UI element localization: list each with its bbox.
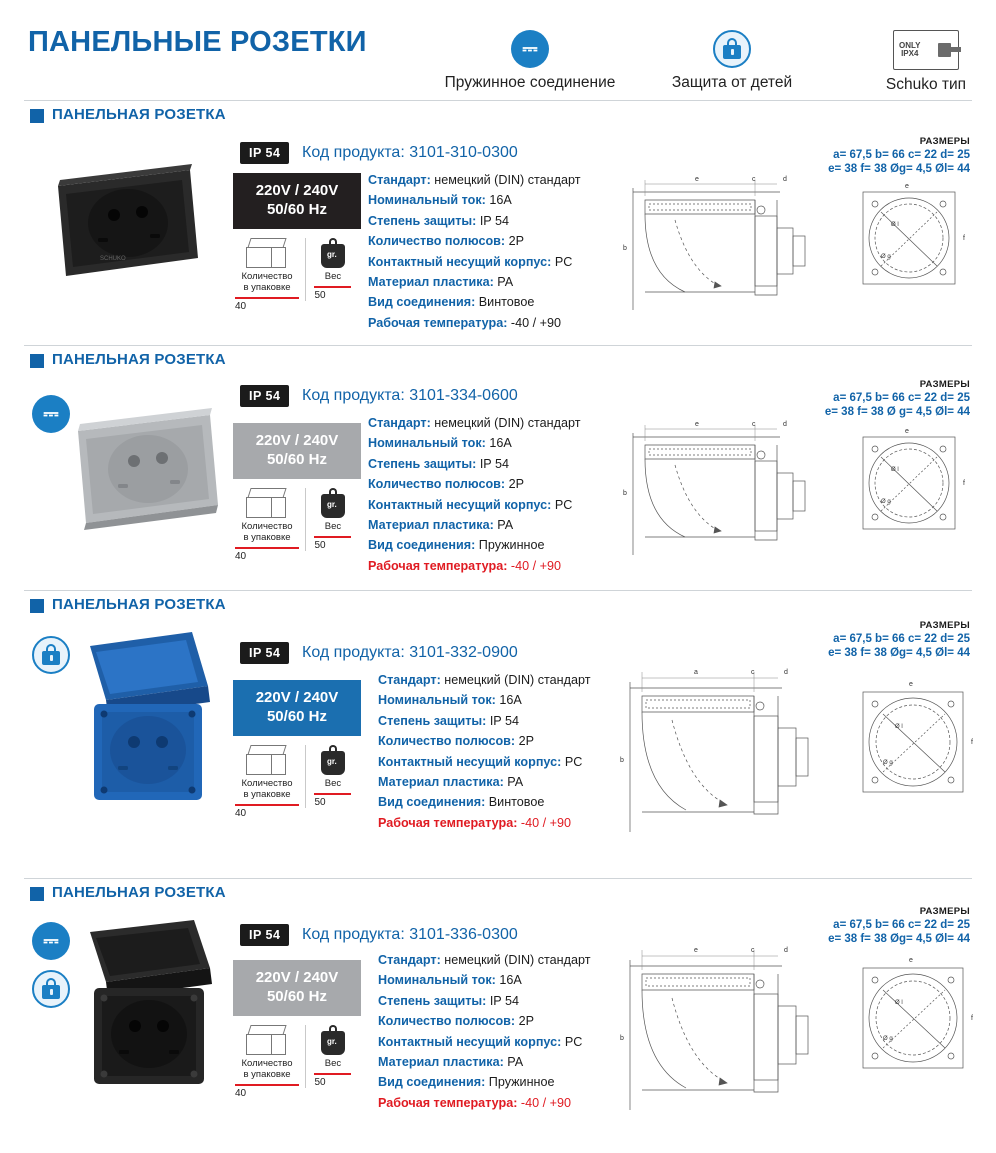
section-header bbox=[0, 345, 996, 375]
technical-drawing-front bbox=[845, 178, 980, 298]
child-protection-lock-icon bbox=[32, 636, 70, 674]
spec-standard: Стандарт: немецкий (DIN) стандарт bbox=[368, 416, 581, 430]
product-code bbox=[302, 644, 518, 662]
dimensions-line-2: e= 38 f= 38 Øg= 4,5 Øl= 44 bbox=[828, 163, 970, 175]
product-block bbox=[0, 345, 996, 590]
section-marker bbox=[30, 599, 44, 613]
svg-text:d: d bbox=[783, 176, 787, 183]
spec-temperature: Рабочая температура: -40 / +90 bbox=[378, 1095, 571, 1110]
spring-connection-icon: ⎓ bbox=[32, 395, 70, 433]
product-code-label: Код продукта: bbox=[302, 644, 405, 661]
packaging-info bbox=[233, 745, 361, 819]
divider bbox=[24, 100, 972, 101]
svg-text:b: b bbox=[620, 1035, 624, 1042]
svg-text:c: c bbox=[751, 669, 755, 676]
spec-protection: Степень защиты: IP 54 bbox=[378, 993, 519, 1008]
voltage-line1: 220V / 240V bbox=[255, 689, 339, 707]
section-marker bbox=[30, 109, 44, 123]
ip-rating-badge: IP 54 bbox=[240, 142, 289, 164]
weight-value: 50 bbox=[314, 1076, 326, 1088]
voltage-badge bbox=[233, 960, 361, 1016]
pack-quantity bbox=[233, 1025, 301, 1099]
product-body bbox=[0, 130, 996, 345]
pack-quantity bbox=[233, 488, 301, 562]
dimensions-title: РАЗМЕРЫ bbox=[919, 136, 970, 147]
product-code bbox=[302, 387, 518, 405]
svg-text:Ø g: Ø g bbox=[881, 499, 891, 505]
product-body bbox=[0, 908, 996, 1153]
section-title: ПАНЕЛЬНАЯ РОЗЕТКА bbox=[52, 106, 226, 123]
product-code-label: Код продукта: bbox=[302, 387, 405, 404]
weight-icon bbox=[320, 488, 346, 520]
weight-label: Вес bbox=[324, 778, 342, 789]
product-code-value: 3101-336-0300 bbox=[409, 926, 518, 943]
pack-weight bbox=[305, 1025, 353, 1088]
svg-text:d: d bbox=[784, 669, 788, 676]
svg-text:d: d bbox=[783, 421, 787, 428]
svg-text:b: b bbox=[623, 245, 627, 252]
section-header bbox=[0, 878, 996, 908]
pack-qty-value: 40 bbox=[235, 807, 247, 819]
pack-qty-label-2: в упаковке bbox=[243, 281, 291, 293]
weight-value: 50 bbox=[314, 539, 326, 551]
pack-qty-label-2: в упаковке bbox=[243, 531, 291, 543]
spec-poles: Количество полюсов: 2P bbox=[378, 734, 535, 749]
spec-standard: Стандарт: немецкий (DIN) стандарт bbox=[378, 673, 591, 687]
svg-text:e: e bbox=[694, 947, 698, 954]
technical-drawing-side bbox=[612, 662, 822, 842]
svg-text:e: e bbox=[905, 183, 909, 190]
box-icon bbox=[245, 745, 289, 777]
svg-text:Ø l: Ø l bbox=[891, 467, 899, 473]
svg-text:Ø g: Ø g bbox=[883, 1036, 893, 1042]
schuko-plug-icon bbox=[893, 30, 959, 70]
schuko-icon-text-only: ONLY bbox=[899, 40, 921, 50]
spec-plastic: Материал пластика: PA bbox=[378, 1054, 524, 1069]
weight-icon bbox=[320, 745, 346, 777]
spec-temperature: Рабочая температура: -40 / +90 bbox=[368, 558, 561, 573]
weight-icon bbox=[320, 238, 346, 270]
pack-qty-label-1: Количество bbox=[241, 1058, 293, 1069]
spec-connection: Вид соединения: Пружинное bbox=[368, 538, 545, 553]
packaging-info bbox=[233, 1025, 361, 1099]
child-protection-lock-icon bbox=[713, 30, 751, 68]
product-code-value: 3101-310-0300 bbox=[409, 144, 518, 161]
pack-weight bbox=[305, 238, 353, 301]
spec-connection: Вид соединения: Пружинное bbox=[378, 1075, 555, 1090]
spec-plastic: Материал пластика: PA bbox=[368, 274, 514, 289]
svg-text:c: c bbox=[752, 421, 756, 428]
spec-list bbox=[368, 170, 580, 333]
spec-plastic: Материал пластика: PA bbox=[378, 774, 524, 789]
voltage-badge bbox=[233, 423, 361, 479]
divider bbox=[24, 590, 972, 591]
page-title: ПАНЕЛЬНЫЕ РОЗЕТКИ bbox=[28, 26, 367, 58]
weight-value: 50 bbox=[314, 796, 326, 808]
pack-qty-value: 40 bbox=[235, 1087, 247, 1099]
dimensions-line-2: e= 38 f= 38 Øg= 4,5 Øl= 44 bbox=[828, 647, 970, 659]
pack-quantity bbox=[233, 745, 301, 819]
technical-drawing-side bbox=[615, 415, 820, 565]
divider bbox=[24, 878, 972, 879]
voltage-badge bbox=[233, 680, 361, 736]
pack-qty-label-2: в упаковке bbox=[243, 1068, 291, 1080]
spec-connection: Вид соединения: Винтовое bbox=[378, 795, 545, 810]
dimensions-line-2: e= 38 f= 38 Ø g= 4,5 Øl= 44 bbox=[824, 406, 970, 418]
spec-current: Номинальный ток: 16А bbox=[378, 973, 522, 988]
technical-drawing-side bbox=[615, 170, 820, 320]
dimensions-line-1: a= 67,5 b= 66 c= 22 d= 25 bbox=[833, 149, 970, 161]
dimensions-line-2: e= 38 f= 38 Øg= 4,5 Øl= 44 bbox=[828, 933, 970, 945]
spec-protection: Степень защиты: IP 54 bbox=[368, 456, 509, 471]
spec-plastic: Материал пластика: PA bbox=[368, 517, 514, 532]
dimensions-block bbox=[740, 379, 970, 418]
section-title: ПАНЕЛЬНАЯ РОЗЕТКА bbox=[52, 596, 226, 613]
dimensions-line-1: a= 67,5 b= 66 c= 22 d= 25 bbox=[833, 392, 970, 404]
header-feature-child-protection bbox=[652, 30, 812, 92]
svg-text:e: e bbox=[695, 421, 699, 428]
product-photo bbox=[62, 393, 232, 538]
product-block bbox=[0, 100, 996, 345]
box-icon bbox=[245, 238, 289, 270]
voltage-line1: 220V / 240V bbox=[255, 182, 339, 200]
weight-label: Вес bbox=[324, 521, 342, 532]
svg-text:f: f bbox=[963, 235, 965, 242]
svg-text:e: e bbox=[909, 681, 913, 688]
section-header bbox=[0, 590, 996, 620]
product-code-label: Код продукта: bbox=[302, 926, 405, 943]
spec-list bbox=[378, 670, 590, 833]
product-code-label: Код продукта: bbox=[302, 144, 405, 161]
spring-connection-icon: ⎓ bbox=[511, 30, 549, 68]
product-body bbox=[0, 620, 996, 878]
spec-current: Номинальный ток: 16А bbox=[378, 693, 522, 708]
spec-current: Номинальный ток: 16А bbox=[368, 436, 512, 451]
svg-text:a: a bbox=[694, 669, 698, 676]
spec-connection: Вид соединения: Винтовое bbox=[368, 295, 535, 310]
ip-rating-badge: IP 54 bbox=[240, 385, 289, 407]
pack-qty-value: 40 bbox=[235, 300, 247, 312]
pack-qty-label-1: Количество bbox=[241, 271, 293, 282]
divider bbox=[24, 345, 972, 346]
voltage-line1: 220V / 240V bbox=[255, 432, 339, 450]
svg-text:SCHUKO: SCHUKO bbox=[100, 256, 126, 262]
spec-poles: Количество полюсов: 2P bbox=[378, 1014, 535, 1029]
spec-housing: Контактный несущий корпус: PC bbox=[368, 497, 573, 512]
dimensions-title: РАЗМЕРЫ bbox=[919, 379, 970, 390]
dimensions-line-1: a= 67,5 b= 66 c= 22 d= 25 bbox=[833, 633, 970, 645]
section-title: ПАНЕЛЬНАЯ РОЗЕТКА bbox=[52, 351, 226, 368]
product-body bbox=[0, 375, 996, 590]
voltage-badge bbox=[233, 173, 361, 229]
spec-housing: Контактный несущий корпус: PC bbox=[368, 254, 573, 269]
pack-qty-label-1: Количество bbox=[241, 778, 293, 789]
technical-drawing-side bbox=[612, 940, 822, 1120]
pack-qty-label-2: в упаковке bbox=[243, 788, 291, 800]
spec-current: Номинальный ток: 16А bbox=[368, 193, 512, 208]
svg-text:f: f bbox=[971, 1015, 973, 1022]
product-block bbox=[0, 590, 996, 878]
voltage-line2: 50/60 Hz bbox=[266, 201, 328, 218]
spring-connection-icon: ⎓ bbox=[32, 922, 70, 960]
dimensions-block bbox=[740, 620, 970, 659]
header-feature-label: Защита от детей bbox=[671, 74, 793, 91]
ip-rating-badge: IP 54 bbox=[240, 642, 289, 664]
product-photo bbox=[40, 152, 210, 292]
svg-text:Ø g: Ø g bbox=[883, 760, 893, 766]
spec-temperature: Рабочая температура: -40 / +90 bbox=[378, 815, 571, 830]
spec-poles: Количество полюсов: 2P bbox=[368, 234, 525, 249]
svg-text:f: f bbox=[971, 739, 973, 746]
technical-drawing-front bbox=[845, 952, 985, 1092]
weight-label: Вес bbox=[324, 1058, 342, 1069]
pack-weight bbox=[305, 488, 353, 551]
dimensions-line-1: a= 67,5 b= 66 c= 22 d= 25 bbox=[833, 919, 970, 931]
pack-qty-label-1: Количество bbox=[241, 521, 293, 532]
product-photo bbox=[72, 914, 232, 1094]
product-code-value: 3101-334-0600 bbox=[409, 387, 518, 404]
spec-standard: Стандарт: немецкий (DIN) стандарт bbox=[368, 173, 581, 187]
header-feature-label: Пружинное соединение bbox=[444, 74, 616, 91]
svg-text:f: f bbox=[963, 480, 965, 487]
svg-text:e: e bbox=[909, 957, 913, 964]
voltage-line2: 50/60 Hz bbox=[266, 451, 328, 468]
svg-text:c: c bbox=[751, 947, 755, 954]
header-feature-schuko bbox=[846, 30, 996, 94]
header-feature-label: Schuko тип bbox=[885, 76, 967, 93]
weight-label: Вес bbox=[324, 271, 342, 282]
pack-weight bbox=[305, 745, 353, 808]
dimensions-title: РАЗМЕРЫ bbox=[919, 620, 970, 631]
section-marker bbox=[30, 887, 44, 901]
spec-list bbox=[378, 950, 590, 1113]
section-header bbox=[0, 100, 996, 130]
spec-housing: Контактный несущий корпус: PC bbox=[378, 754, 583, 769]
spec-protection: Степень защиты: IP 54 bbox=[368, 213, 509, 228]
spec-standard: Стандарт: немецкий (DIN) стандарт bbox=[378, 953, 591, 967]
technical-drawing-front bbox=[845, 423, 980, 543]
voltage-line2: 50/60 Hz bbox=[266, 708, 328, 725]
ip-rating-badge: IP 54 bbox=[240, 924, 289, 946]
section-marker bbox=[30, 354, 44, 368]
technical-drawing-front bbox=[845, 676, 985, 816]
weight-value: 50 bbox=[314, 289, 326, 301]
weight-icon bbox=[320, 1025, 346, 1057]
schuko-icon-text-ipx4: IPX4 bbox=[901, 49, 919, 58]
product-block bbox=[0, 878, 996, 1153]
product-code bbox=[302, 926, 518, 944]
voltage-line1: 220V / 240V bbox=[255, 969, 339, 987]
child-protection-lock-icon bbox=[32, 970, 70, 1008]
spec-protection: Степень защиты: IP 54 bbox=[378, 713, 519, 728]
box-icon bbox=[245, 488, 289, 520]
pack-quantity bbox=[233, 238, 301, 312]
svg-text:Ø l: Ø l bbox=[895, 724, 903, 730]
header-feature-spring bbox=[410, 30, 650, 92]
section-title: ПАНЕЛЬНАЯ РОЗЕТКА bbox=[52, 884, 226, 901]
pack-qty-value: 40 bbox=[235, 550, 247, 562]
svg-text:b: b bbox=[623, 490, 627, 497]
spec-list bbox=[368, 413, 580, 576]
dimensions-title: РАЗМЕРЫ bbox=[919, 906, 970, 917]
spec-housing: Контактный несущий корпус: PC bbox=[378, 1034, 583, 1049]
spec-poles: Количество полюсов: 2P bbox=[368, 477, 525, 492]
svg-text:b: b bbox=[620, 757, 624, 764]
product-code bbox=[302, 144, 518, 162]
packaging-info bbox=[233, 488, 361, 562]
packaging-info bbox=[233, 238, 361, 312]
svg-text:Ø l: Ø l bbox=[895, 1000, 903, 1006]
spec-temperature: Рабочая температура: -40 / +90 bbox=[368, 315, 561, 330]
svg-text:Ø g: Ø g bbox=[881, 254, 891, 260]
svg-text:Ø l: Ø l bbox=[891, 222, 899, 228]
product-photo bbox=[72, 626, 232, 811]
voltage-line2: 50/60 Hz bbox=[266, 988, 328, 1005]
product-code-value: 3101-332-0900 bbox=[409, 644, 518, 661]
svg-text:d: d bbox=[784, 947, 788, 954]
svg-text:e: e bbox=[695, 176, 699, 183]
page-header bbox=[0, 0, 996, 100]
svg-text:c: c bbox=[752, 176, 756, 183]
svg-text:e: e bbox=[905, 428, 909, 435]
box-icon bbox=[245, 1025, 289, 1057]
